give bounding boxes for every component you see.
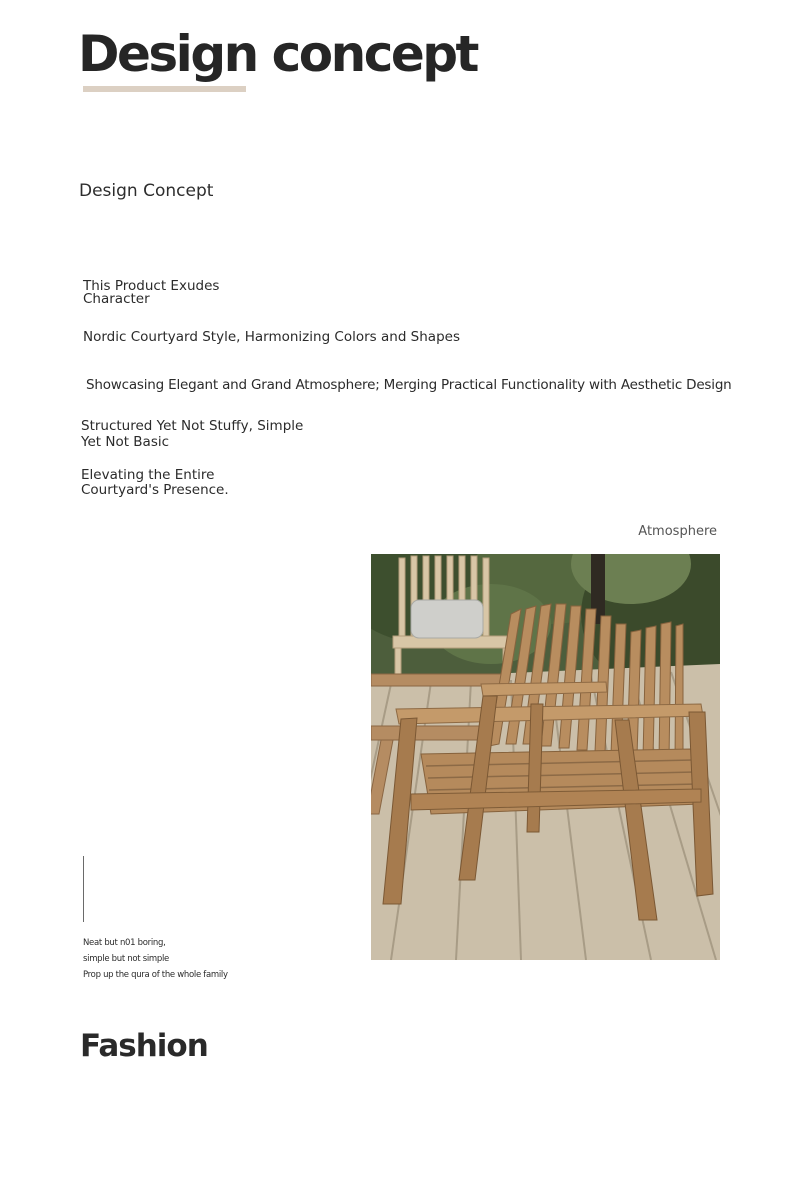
vertical-divider: [83, 856, 84, 922]
section-subhead: Design Concept: [79, 181, 214, 201]
atmosphere-label: Atmosphere: [638, 524, 717, 539]
concept-line-presence: Elevating the Entire Courtyard's Presence.: [81, 467, 229, 498]
concept-line-character: This Product Exudes Character: [83, 278, 220, 307]
caption-line-2: simple but not simple: [83, 954, 169, 964]
caption-line-1: Neat but n01 boring,: [83, 938, 166, 948]
concept-line-atmosphere: Showcasing Elegant and Grand Atmosphere; Merging Practical Functionality with Aesthetic Design: [86, 377, 732, 393]
caption-line-3: Prop up the qura of the whole family: [83, 970, 228, 980]
concept-line-style: Nordic Courtyard Style, Harmonizing Colors and Shapes: [83, 329, 460, 345]
fashion-heading: Fashion: [80, 1028, 208, 1064]
concept-line-structure: Structured Yet Not Stuffy, Simple Yet Not Basic: [81, 418, 304, 450]
title-underline: [83, 86, 246, 92]
product-photo: [371, 554, 720, 960]
page-title: Design concept: [78, 25, 477, 83]
